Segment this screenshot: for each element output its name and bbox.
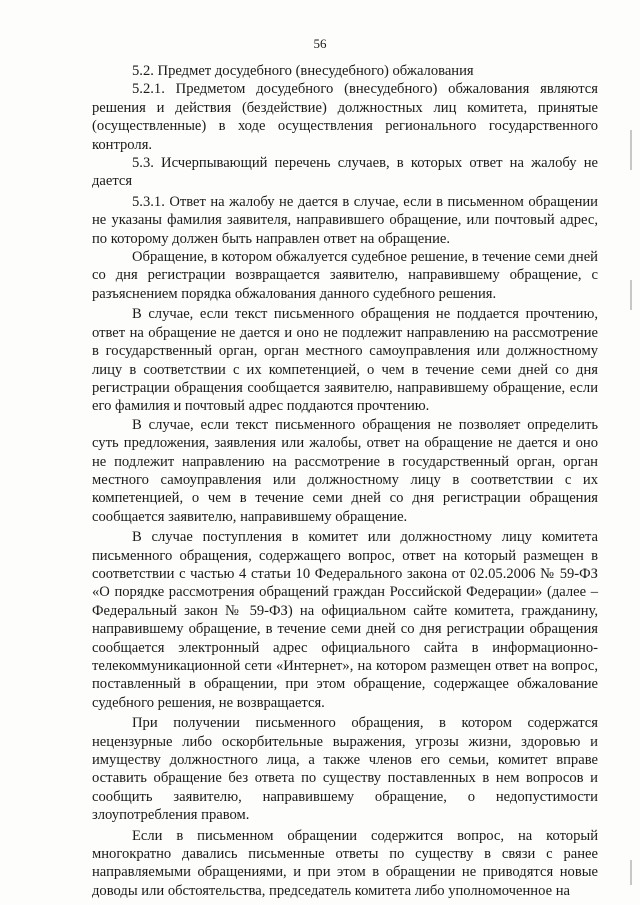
paragraph-section-5-3-heading: 5.3. Исчерпывающий перечень случаев, в которых ответ на жалобу не дается xyxy=(92,155,598,190)
paragraph-published-answer: В случае поступления в комитет или должностному лицу комитета письменного обращения, содержащего вопрос, ответ на который размещен в соответствии с частью 4 статьи 10 Федерального закона от 02.05.2006 № 59-ФЗ «О порядке рассмотрения обращений граждан Российской Федерации» (далее – Федеральный закон № 59-ФЗ) на официальном сайте комитета, гражданину, направившему обращение, в течение семи дней со дня регистрации обращения сообщается электронный адрес официального сайта в информационно-телекоммуникационной сети «Интернет», на котором размещен ответ на вопрос, поставленный в обращении, при этом обращение, содержащее обжалование судебного решения, не возвращается. xyxy=(92,529,598,711)
document-body xyxy=(92,62,598,900)
page-number: 56 xyxy=(313,36,327,51)
paragraph-section-5-2-heading: 5.2. Предмет досудебного (внесудебного) обжалования xyxy=(132,63,474,79)
paragraph-repeated-question: Если в письменном обращении содержится вопрос, на который многократно давались письменные ответы по существу в связи с ранее направляемыми обращениями, и при этом в обращении не приводятся новые доводы или обстоятельства, председатель комитета либо уполномоченное на xyxy=(92,827,598,899)
paragraph-unreadable-text: В случае, если текст письменного обращения не поддается прочтению, ответ на обращение не дается и оно не подлежит направлению на рассмотрение в государственный орган, орган местного самоуправления или должностному лицу в соответствии с их компетенцией, о чем в течение семи дней со дня регистрации обращения сообщается заявителю, направившему обращение, если его фамилия и почтовый адрес поддаются прочтению. xyxy=(92,306,598,415)
paragraph-5-2-1: 5.2.1. Предметом досудебного (внесудебного) обжалования являются решения и действия (бездействие) должностных лиц комитета, принятые (осуществленные) в ходе осуществления регионального государственного контроля. xyxy=(92,81,598,153)
scan-edge-mark xyxy=(630,860,632,885)
paragraph-undefined-essence: В случае, если текст письменного обращения не позволяет определить суть предложения, заявления или жалобы, ответ на обращение не дается и оно не подлежит направлению на рассмотрение в государственный орган, орган местного самоуправления или должностному лицу в соответствии с их компетенцией, о чем в течение семи дней со дня регистрации обращения сообщается заявителю, направившему обращение. xyxy=(92,416,598,525)
paragraph-court-decision: Обращение, в котором обжалуется судебное решение, в течение семи дней со дня регистрации возвращается заявителю, направившему обращение, с разъяснением порядка обжалования данного судебного решения. xyxy=(92,249,598,302)
paragraph-offensive-language: При получении письменного обращения, в котором содержатся нецензурные либо оскорбительные выражения, угрозы жизни, здоровью и имуществу должностного лица, а также членов его семьи, комитет вправе оставить обращение без ответа по существу поставленных в нем вопросов и сообщить заявителю, направившему обращение, о недопустимости злоупотребления правом. xyxy=(92,715,598,824)
scan-edge-mark xyxy=(630,280,632,310)
paragraph-5-3-1: 5.3.1. Ответ на жалобу не дается в случае, если в письменном обращении не указаны фамилия заявителя, направившего обращение, или почтовый адрес, по которому должен быть направлен ответ на обращение. xyxy=(92,193,598,247)
scan-edge-mark xyxy=(630,130,632,170)
